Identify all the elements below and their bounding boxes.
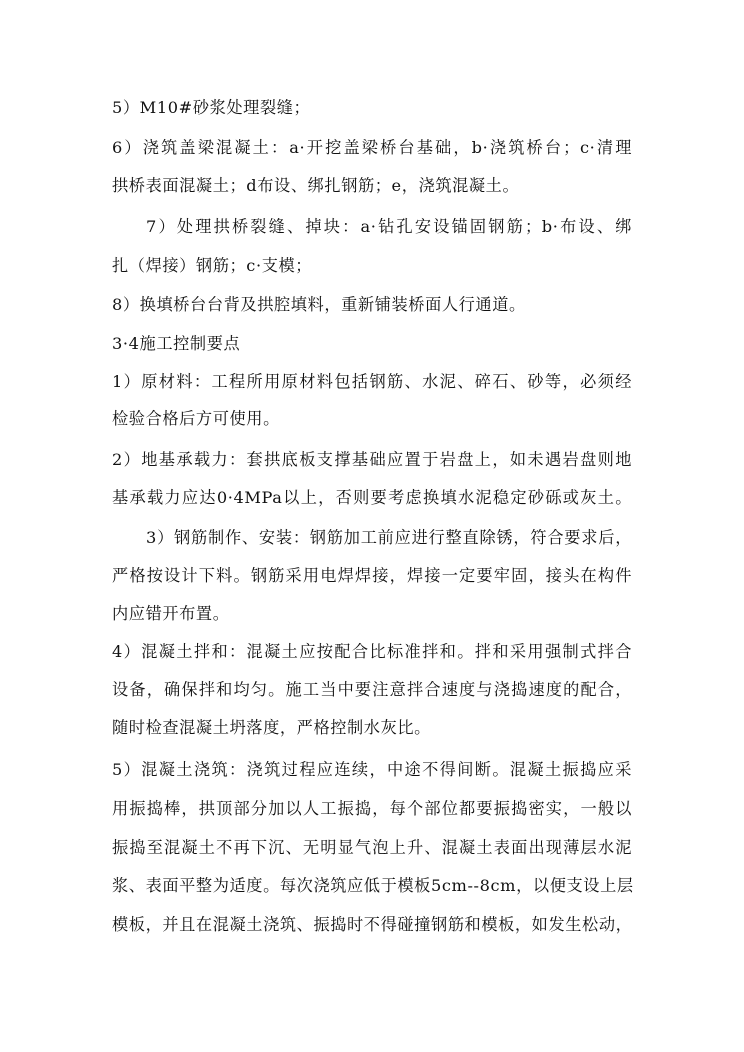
text-line: 设备，确保拌和均匀。施工当中要注意拌合速度与浇捣速度的配合， xyxy=(112,680,632,699)
text-line: 2）地基承载力：套拱底板支撑基础应置于岩盘上，如未遇岩盘则地 xyxy=(112,450,632,469)
text-line: 基承载力应达0·4MPa以上，否则要考虑换填水泥稳定砂砾或灰土。 xyxy=(112,488,632,507)
text-line: 随时检查混凝土坍落度，严格控制水灰比。 xyxy=(112,718,431,737)
text-line: 振捣至混凝土不再下沉、无明显气泡上升、混凝土表面出现薄层水泥 xyxy=(112,838,632,857)
text-line: 8）换填桥台台背及拱腔填料，重新铺装桥面人行通道。 xyxy=(112,295,526,314)
text-line: 检验合格后方可使用。 xyxy=(112,409,280,428)
text-line: 7）处理拱桥裂缝、掉块：a·钻孔安设锚固钢筋；b·布设、绑 xyxy=(146,217,632,236)
text-line: 3）钢筋制作、安装：钢筋加工前应进行整直除锈，符合要求后， xyxy=(146,528,632,547)
text-line: 1）原材料：工程所用原材料包括钢筋、水泥、碎石、砂等，必须经 xyxy=(112,372,632,391)
text-line: 严格按设计下料。钢筋采用电焊焊接，焊接一定要牢固，接头在构件 xyxy=(112,566,632,585)
text-line: 6）浇筑盖梁混凝土：a·开挖盖梁桥台基础，b·浇筑桥台；c·清理 xyxy=(112,138,632,157)
text-line: 5）混凝土浇筑：浇筑过程应连续，中途不得间断。混凝土振捣应采 xyxy=(112,760,632,779)
text-line: 4）混凝土拌和：混凝土应按配合比标准拌和。拌和采用强制式拌合 xyxy=(112,642,632,661)
text-line: 5）M10#砂浆处理裂缝； xyxy=(112,98,311,117)
text-line: 内应错开布置。 xyxy=(112,604,230,623)
text-line: 浆、表面平整为适度。每次浇筑应低于模板5cm--8cm，以便支设上层 xyxy=(112,876,634,895)
text-line: 用振捣棒，拱顶部分加以人工振捣，每个部位都要振捣密实，一般以 xyxy=(112,799,632,818)
text-line: 拱桥表面混凝土；d布设、绑扎钢筋；e，浇筑混凝土。 xyxy=(112,176,520,195)
text-line: 模板，并且在混凝土浇筑、振捣时不得碰撞钢筋和模板，如发生松动， xyxy=(112,915,633,934)
text-line: 扎（焊接）钢筋；c·支模； xyxy=(112,256,313,275)
section-heading: 3·4施工控制要点 xyxy=(112,334,241,353)
